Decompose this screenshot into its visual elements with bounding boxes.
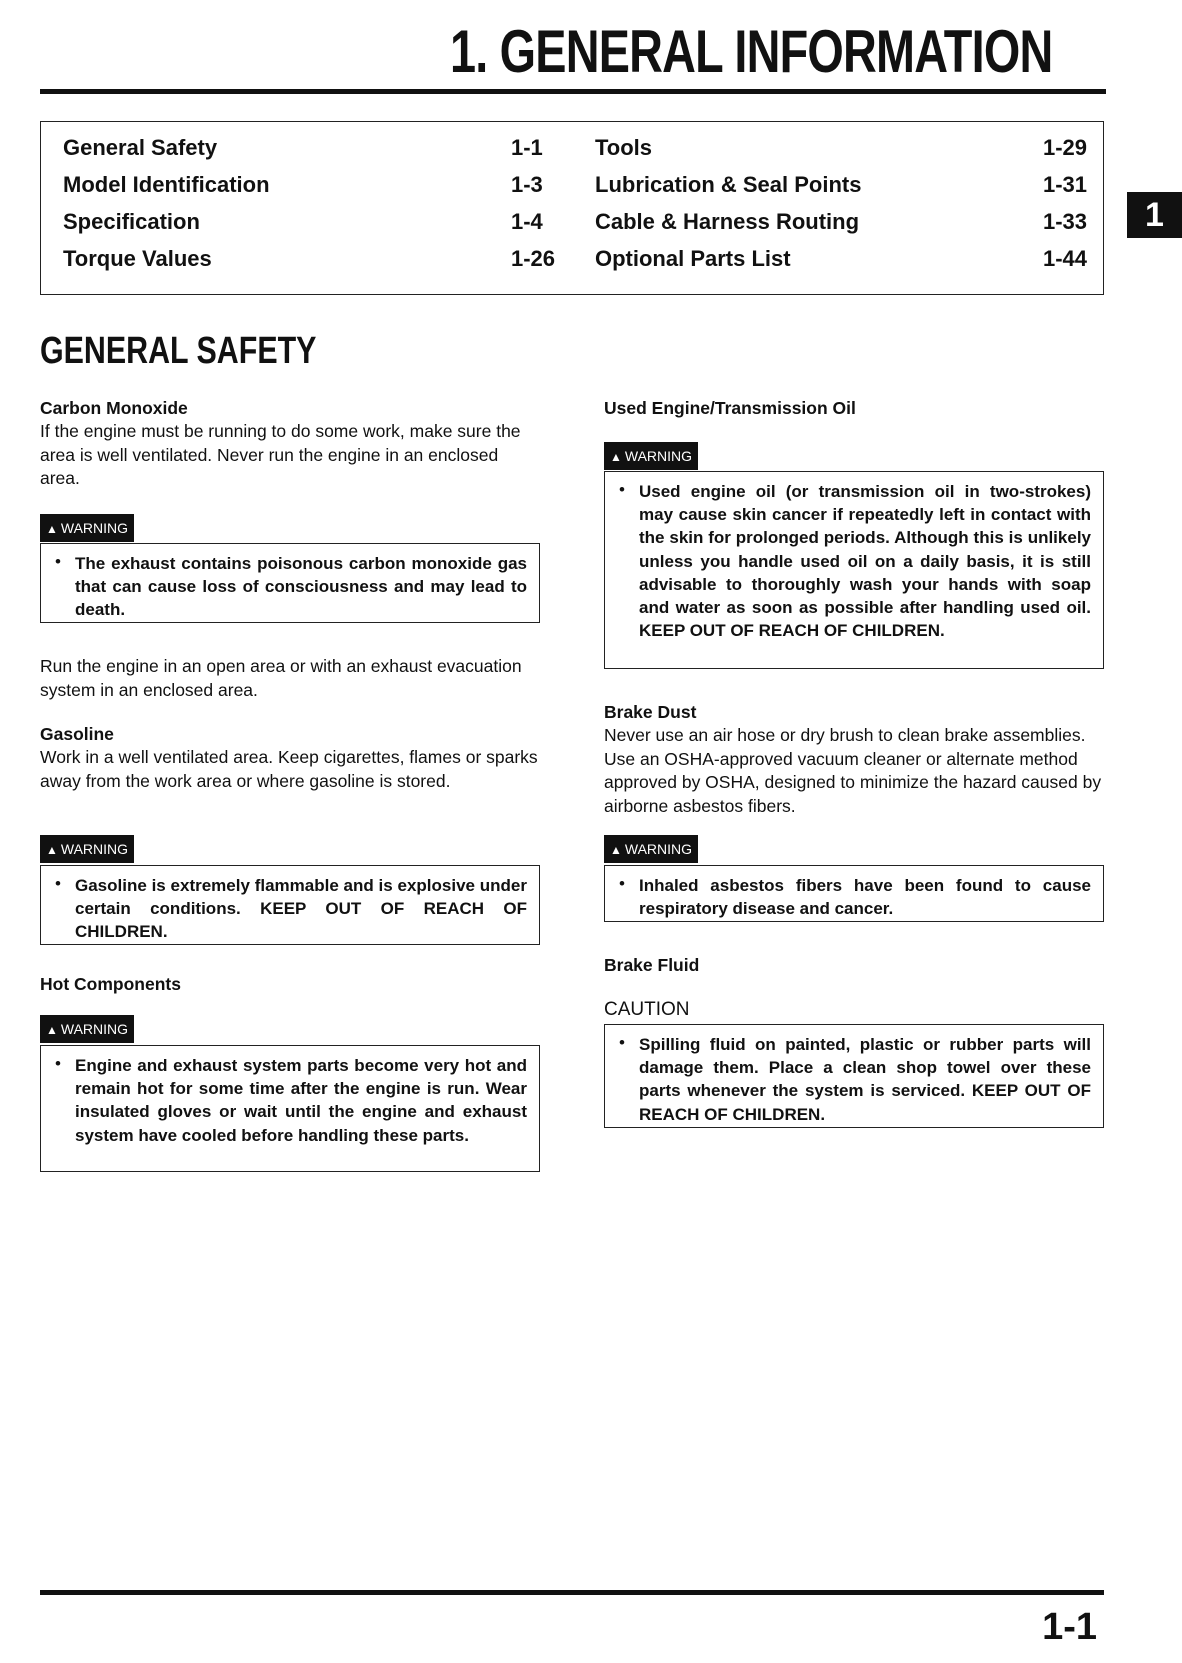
gasoline-warning-text: Gasoline is extremely flammable and is explosive under certain conditions. KEEP OUT OF REACH OF CHILDREN. [75, 876, 527, 942]
bullet: • [55, 1054, 61, 1073]
gasoline-warning-box [40, 865, 540, 945]
warning-label: WARNING [624, 448, 693, 464]
warning-triangle-icon: ▲ [46, 522, 58, 536]
used-oil-warning-box [604, 471, 1104, 669]
toc-page: 1-44 [1043, 246, 1088, 271]
chapter-tab: 1 [1127, 192, 1182, 238]
warning-triangle-icon: ▲ [610, 450, 622, 464]
toc-label: Specification [63, 209, 200, 234]
toc-page: 1-3 [511, 172, 543, 197]
toc-page: 1-29 [1043, 135, 1088, 160]
toc-label: Optional Parts List [595, 246, 791, 271]
warning-triangle-icon: ▲ [46, 1023, 58, 1037]
toc-page: 1-33 [1043, 209, 1088, 234]
toc-label: Torque Values [63, 246, 212, 271]
gasoline-heading: Gasoline [40, 724, 114, 744]
warning-label: WARNING [624, 841, 693, 857]
brake-fluid-caution-box [604, 1024, 1104, 1128]
warning-tag [604, 835, 698, 863]
toc-page: 1-26 [511, 246, 556, 271]
brake-dust-text: Never use an air hose or dry brush to clean brake assemblies. Use an OSHA-approved vacuum cleaner or alternate method approved by OSHA, designed to minimize the hazard caused by airborne asbestos fibers. [604, 725, 1102, 816]
bullet: • [619, 1033, 625, 1052]
carbon-monoxide-after-text: Run the engine in an open area or with an exhaust evacuation system in an enclosed area. [40, 656, 522, 700]
bullet: • [55, 874, 61, 893]
hot-components-heading: Hot Components [40, 974, 181, 994]
chapter-title: 1. GENERAL INFORMATION [449, 18, 1052, 85]
carbon-monoxide-heading: Carbon Monoxide [40, 398, 188, 418]
toc-label: General Safety [63, 135, 218, 160]
table-of-contents [40, 121, 1104, 295]
warning-tag [604, 442, 698, 470]
warning-triangle-icon: ▲ [46, 843, 58, 857]
toc-label: Cable & Harness Routing [595, 209, 860, 234]
gasoline-text: Work in a well ventilated area. Keep cigarettes, flames or sparks away from the work area or where gasoline is stored. [40, 747, 538, 791]
brake-fluid-heading: Brake Fluid [604, 955, 700, 975]
carbon-monoxide-warning-box [40, 543, 540, 623]
page-number: 1-1 [1042, 1606, 1097, 1648]
toc-page: 1-4 [511, 209, 543, 234]
caution-label: CAUTION [604, 999, 690, 1020]
warning-label: WARNING [60, 520, 129, 536]
warning-tag [40, 835, 134, 863]
brake-dust-heading: Brake Dust [604, 702, 697, 722]
carbon-monoxide-text: If the engine must be running to do some work, make sure the area is well ventilated. Never run the engine in an enclosed area. [40, 421, 521, 488]
footer-rule [40, 1590, 1104, 1595]
carbon-monoxide-warning-text: The exhaust contains poisonous carbon monoxide gas that can cause loss of consciousness and may lead to death. [75, 554, 527, 620]
brake-dust-warning-box [604, 865, 1104, 922]
brake-fluid-caution-text: Spilling fluid on painted, plastic or rubber parts will damage them. Place a clean shop towel over these parts whenever the system is serviced. KEEP OUT OF REACH OF CHILDREN. [639, 1035, 1091, 1124]
toc-label: Lubrication & Seal Points [595, 172, 862, 197]
warning-tag [40, 514, 134, 542]
toc-page: 1-31 [1043, 172, 1088, 197]
warning-label: WARNING [60, 1021, 129, 1037]
bullet: • [619, 480, 625, 499]
used-oil-warning-text: Used engine oil (or transmission oil in two-strokes) may cause skin cancer if repeatedly left in contact with the skin for prolonged periods. Although this is unlikely unless you handle used oil on a daily basis, it is still advisable to thoroughly wash your hands with soap and water as soon as possible after handling used oil. KEEP OUT OF REACH OF CHILDREN. [639, 482, 1091, 641]
bullet: • [619, 874, 625, 893]
hot-components-warning-text: Engine and exhaust system parts become very hot and remain hot for some time after the engine is run. Wear insulated gloves or wait until the engine and exhaust system have cooled before handling these parts. [75, 1056, 527, 1145]
warning-label: WARNING [60, 841, 129, 857]
toc-label: Tools [595, 135, 653, 160]
used-oil-heading: Used Engine/Transmission Oil [604, 398, 856, 418]
warning-tag [40, 1015, 134, 1043]
brake-dust-warning-text: Inhaled asbestos fibers have been found to cause respiratory disease and cancer. [639, 876, 1091, 919]
section-heading: GENERAL SAFETY [40, 330, 317, 372]
bullet: • [55, 552, 61, 571]
header-rule [40, 89, 1106, 94]
toc-label: Model Identification [63, 172, 270, 197]
toc-page: 1-1 [511, 135, 543, 160]
hot-components-warning-box [40, 1045, 540, 1172]
warning-triangle-icon: ▲ [610, 843, 622, 857]
